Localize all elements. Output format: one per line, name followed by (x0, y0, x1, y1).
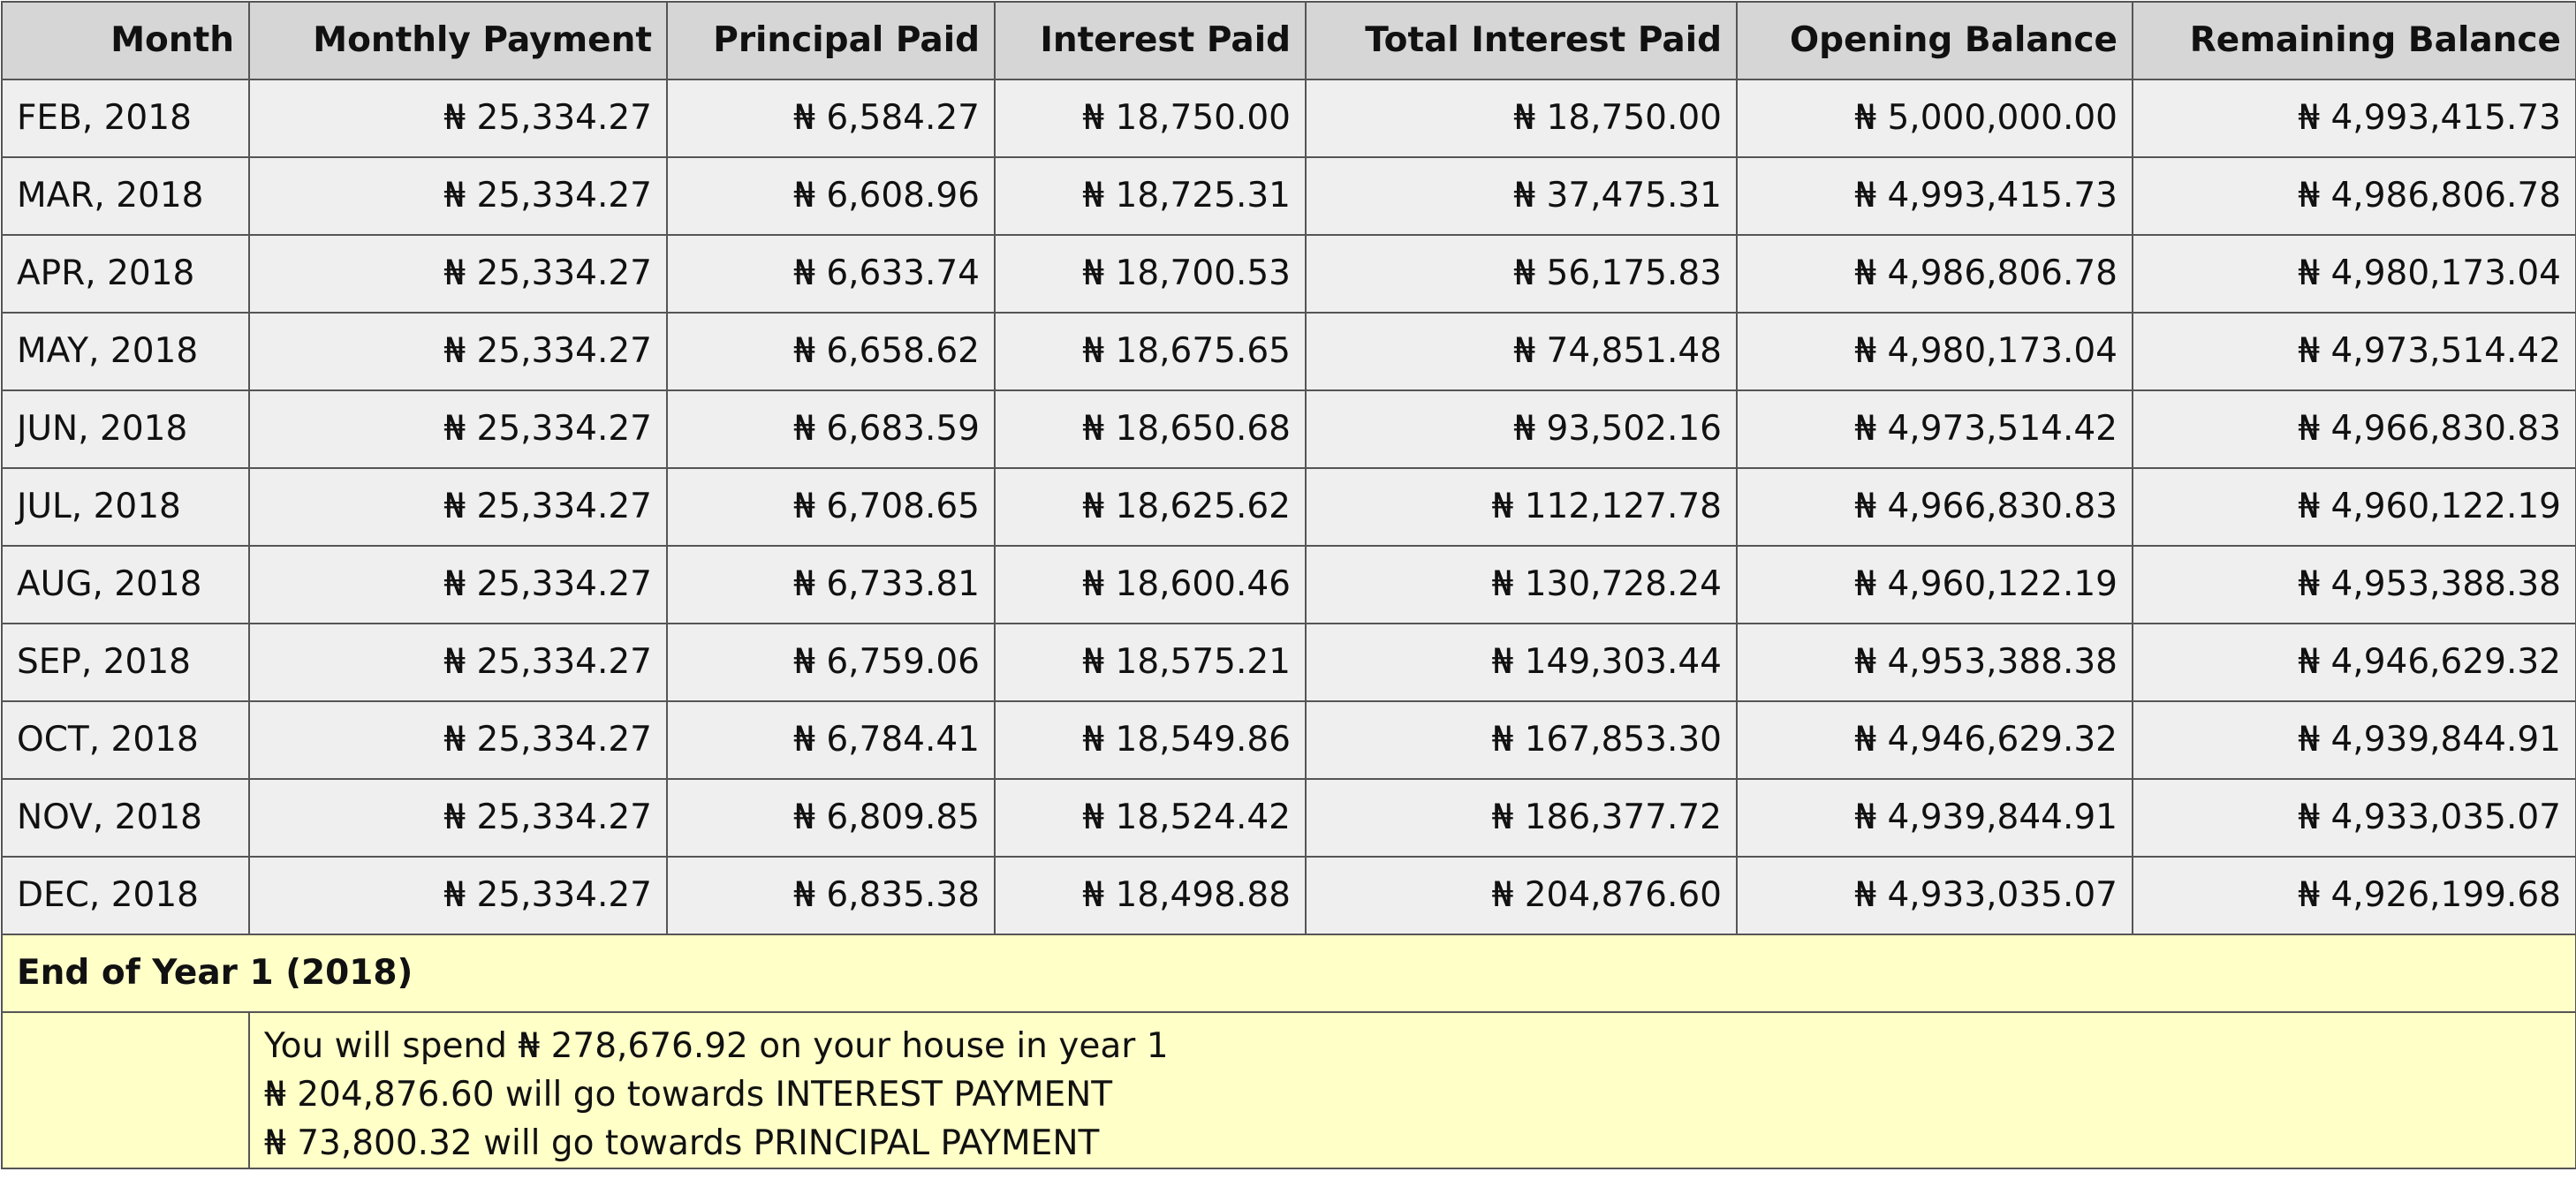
cell-total-interest-paid: ₦ 18,750.00 (1306, 79, 1737, 157)
cell-opening-balance: ₦ 4,960,122.19 (1737, 546, 2133, 624)
cell-interest-paid: ₦ 18,549.86 (995, 701, 1306, 779)
table-row (2, 779, 2576, 857)
cell-monthly-payment: ₦ 25,334.27 (249, 157, 667, 235)
cell-opening-balance: ₦ 4,986,806.78 (1737, 235, 2133, 313)
cell-monthly-payment: ₦ 25,334.27 (249, 779, 667, 857)
cell-month: DEC, 2018 (2, 857, 249, 934)
header-interest-paid: Interest Paid (995, 2, 1306, 79)
table-row (2, 390, 2576, 468)
cell-opening-balance: ₦ 5,000,000.00 (1737, 79, 2133, 157)
summary-details-cell (249, 1012, 2576, 1168)
cell-total-interest-paid: ₦ 204,876.60 (1306, 857, 1737, 934)
cell-remaining-balance: ₦ 4,993,415.73 (2133, 79, 2576, 157)
cell-interest-paid: ₦ 18,675.65 (995, 313, 1306, 390)
cell-interest-paid: ₦ 18,750.00 (995, 79, 1306, 157)
cell-interest-paid: ₦ 18,625.62 (995, 468, 1306, 546)
cell-remaining-balance: ₦ 4,933,035.07 (2133, 779, 2576, 857)
summary-principal-portion: ₦ 73,800.32 will go towards PRINCIPAL PAYMENT (264, 1123, 1100, 1163)
table-row (2, 624, 2576, 701)
cell-monthly-payment: ₦ 25,334.27 (249, 701, 667, 779)
header-month: Month (2, 2, 249, 79)
cell-principal-paid: ₦ 6,733.81 (667, 546, 995, 624)
cell-monthly-payment: ₦ 25,334.27 (249, 468, 667, 546)
header-remaining-balance: Remaining Balance (2133, 2, 2576, 79)
cell-remaining-balance: ₦ 4,966,830.83 (2133, 390, 2576, 468)
cell-opening-balance: ₦ 4,946,629.32 (1737, 701, 2133, 779)
summary-interest-portion: ₦ 204,876.60 will go towards INTEREST PAYMENT (264, 1075, 1113, 1115)
cell-month: JUL, 2018 (2, 468, 249, 546)
cell-month: FEB, 2018 (2, 79, 249, 157)
cell-principal-paid: ₦ 6,759.06 (667, 624, 995, 701)
cell-opening-balance: ₦ 4,993,415.73 (1737, 157, 2133, 235)
amortization-table (1, 1, 2576, 1169)
header-row (2, 2, 2576, 79)
table-row (2, 235, 2576, 313)
table-row (2, 313, 2576, 390)
table-row (2, 468, 2576, 546)
cell-principal-paid: ₦ 6,633.74 (667, 235, 995, 313)
header-total-interest-paid: Total Interest Paid (1306, 2, 1737, 79)
table-row (2, 546, 2576, 624)
cell-total-interest-paid: ₦ 56,175.83 (1306, 235, 1737, 313)
cell-total-interest-paid: ₦ 130,728.24 (1306, 546, 1737, 624)
cell-month: AUG, 2018 (2, 546, 249, 624)
cell-interest-paid: ₦ 18,575.21 (995, 624, 1306, 701)
cell-opening-balance: ₦ 4,953,388.38 (1737, 624, 2133, 701)
cell-month: JUN, 2018 (2, 390, 249, 468)
cell-monthly-payment: ₦ 25,334.27 (249, 390, 667, 468)
cell-month: SEP, 2018 (2, 624, 249, 701)
cell-interest-paid: ₦ 18,600.46 (995, 546, 1306, 624)
table-body (2, 79, 2576, 934)
cell-total-interest-paid: ₦ 167,853.30 (1306, 701, 1737, 779)
table-row (2, 857, 2576, 934)
cell-remaining-balance: ₦ 4,926,199.68 (2133, 857, 2576, 934)
cell-monthly-payment: ₦ 25,334.27 (249, 857, 667, 934)
cell-opening-balance: ₦ 4,933,035.07 (1737, 857, 2133, 934)
cell-remaining-balance: ₦ 4,939,844.91 (2133, 701, 2576, 779)
cell-total-interest-paid: ₦ 93,502.16 (1306, 390, 1737, 468)
cell-opening-balance: ₦ 4,966,830.83 (1737, 468, 2133, 546)
header-principal-paid: Principal Paid (667, 2, 995, 79)
cell-principal-paid: ₦ 6,584.27 (667, 79, 995, 157)
cell-month: NOV, 2018 (2, 779, 249, 857)
cell-remaining-balance: ₦ 4,960,122.19 (2133, 468, 2576, 546)
cell-total-interest-paid: ₦ 112,127.78 (1306, 468, 1737, 546)
cell-total-interest-paid: ₦ 37,475.31 (1306, 157, 1737, 235)
cell-interest-paid: ₦ 18,498.88 (995, 857, 1306, 934)
cell-interest-paid: ₦ 18,700.53 (995, 235, 1306, 313)
cell-total-interest-paid: ₦ 149,303.44 (1306, 624, 1737, 701)
cell-month: OCT, 2018 (2, 701, 249, 779)
cell-principal-paid: ₦ 6,608.96 (667, 157, 995, 235)
year-summary-row (2, 934, 2576, 1012)
cell-monthly-payment: ₦ 25,334.27 (249, 235, 667, 313)
cell-remaining-balance: ₦ 4,973,514.42 (2133, 313, 2576, 390)
cell-month: MAR, 2018 (2, 157, 249, 235)
table-header (2, 2, 2576, 79)
cell-opening-balance: ₦ 4,973,514.42 (1737, 390, 2133, 468)
table-row (2, 701, 2576, 779)
cell-remaining-balance: ₦ 4,946,629.32 (2133, 624, 2576, 701)
summary-spacer-cell (2, 1012, 249, 1168)
year-summary-title: End of Year 1 (2018) (2, 934, 2576, 1012)
cell-principal-paid: ₦ 6,708.65 (667, 468, 995, 546)
cell-remaining-balance: ₦ 4,986,806.78 (2133, 157, 2576, 235)
cell-opening-balance: ₦ 4,939,844.91 (1737, 779, 2133, 857)
cell-principal-paid: ₦ 6,784.41 (667, 701, 995, 779)
cell-remaining-balance: ₦ 4,953,388.38 (2133, 546, 2576, 624)
cell-monthly-payment: ₦ 25,334.27 (249, 79, 667, 157)
cell-total-interest-paid: ₦ 74,851.48 (1306, 313, 1737, 390)
cell-principal-paid: ₦ 6,835.38 (667, 857, 995, 934)
cell-interest-paid: ₦ 18,650.68 (995, 390, 1306, 468)
cell-opening-balance: ₦ 4,980,173.04 (1737, 313, 2133, 390)
table-row (2, 157, 2576, 235)
cell-interest-paid: ₦ 18,524.42 (995, 779, 1306, 857)
cell-month: MAY, 2018 (2, 313, 249, 390)
cell-remaining-balance: ₦ 4,980,173.04 (2133, 235, 2576, 313)
year-summary-details-row (2, 1012, 2576, 1168)
cell-monthly-payment: ₦ 25,334.27 (249, 546, 667, 624)
cell-monthly-payment: ₦ 25,334.27 (249, 624, 667, 701)
header-opening-balance: Opening Balance (1737, 2, 2133, 79)
cell-interest-paid: ₦ 18,725.31 (995, 157, 1306, 235)
cell-month: APR, 2018 (2, 235, 249, 313)
cell-monthly-payment: ₦ 25,334.27 (249, 313, 667, 390)
cell-principal-paid: ₦ 6,658.62 (667, 313, 995, 390)
cell-principal-paid: ₦ 6,683.59 (667, 390, 995, 468)
summary-total-spend: You will spend ₦ 278,676.92 on your house in year 1 (264, 1026, 1169, 1066)
cell-principal-paid: ₦ 6,809.85 (667, 779, 995, 857)
header-monthly-payment: Monthly Payment (249, 2, 667, 79)
cell-total-interest-paid: ₦ 186,377.72 (1306, 779, 1737, 857)
table-row (2, 79, 2576, 157)
year-summary (2, 934, 2576, 1168)
